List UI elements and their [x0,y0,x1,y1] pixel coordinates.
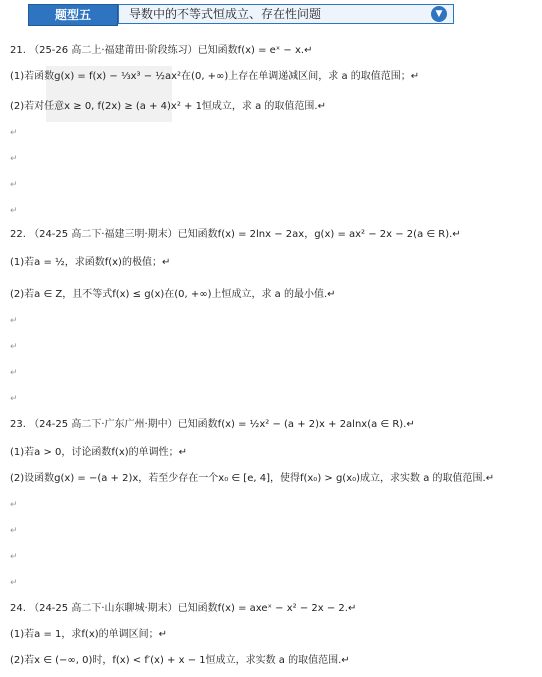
blank-line: ↵ [10,316,18,326]
question-line-q21: 21. （25-26 高二上·福建莆田·阶段练习）已知函数f(x) = eˣ − x.↵ [10,45,313,56]
section-title-box [118,4,454,24]
blank-line: ↵ [10,180,18,190]
question-line-q21-2: (2)若对任意x ≥ 0, f(2x) ≥ (a + 4)x² + 1恒成立，求 a 的取值范围.↵ [10,101,326,112]
section-tag: 题型五 [28,4,118,26]
question-line-q21-1: (1)若函数g(x) = f(x) − ⅓x³ − ½ax²在(0, +∞)上存在单调递减区间，求 a 的取值范围；↵ [10,71,420,82]
chevron-down-icon[interactable]: ▼ [431,6,447,22]
question-line-q23-1: (1)若a > 0，讨论函数f(x)的单调性；↵ [10,447,188,458]
blank-line: ↵ [10,500,18,510]
blank-line: ↵ [10,368,18,378]
question-line-q23-2: (2)设函数g(x) = −(a + 2)x，若至少存在一个x₀ ∈ [e, 4]，使得f(x₀) > g(x₀)成立，求实数 a 的取值范围.↵ [10,473,495,484]
question-line-q24-1: (1)若a = 1，求f(x)的单调区间；↵ [10,629,168,640]
blank-line: ↵ [10,578,18,588]
blank-line: ↵ [10,206,18,216]
question-line-q22-1: (1)若a = ½，求函数f(x)的极值；↵ [10,257,171,268]
question-line-q23: 23. （24-25 高二下·广东广州·期中）已知函数f(x) = ½x² − (a + 2)x + 2alnx(a ∈ R).↵ [10,419,415,430]
question-line-q22: 22. （24-25 高二下·福建三明·期末）已知函数f(x) = 2lnx − 2ax，g(x) = ax² − 2x − 2(a ∈ R).↵ [10,229,461,240]
blank-line: ↵ [10,128,18,138]
blank-line: ↵ [10,342,18,352]
section-title: 导数中的不等式恒成立、存在性问题 [129,7,322,21]
blank-line: ↵ [10,154,18,164]
question-line-q22-2: (2)若a ∈ Z，且不等式f(x) ≤ g(x)在(0, +∞)上恒成立，求 a 的最小值.↵ [10,289,336,300]
blank-line: ↵ [10,552,18,562]
question-line-q24: 24. （24-25 高二下·山东聊城·期末）已知函数f(x) = axeˣ − x² − 2x − 2.↵ [10,603,357,614]
question-line-q24-2: (2)若x ∈ (−∞, 0)时，f(x) < f′(x) + x − 1恒成立，求实数 a 的取值范围.↵ [10,655,350,666]
section-banner [6,4,454,26]
blank-line: ↵ [10,394,18,404]
blank-line: ↵ [10,526,18,536]
